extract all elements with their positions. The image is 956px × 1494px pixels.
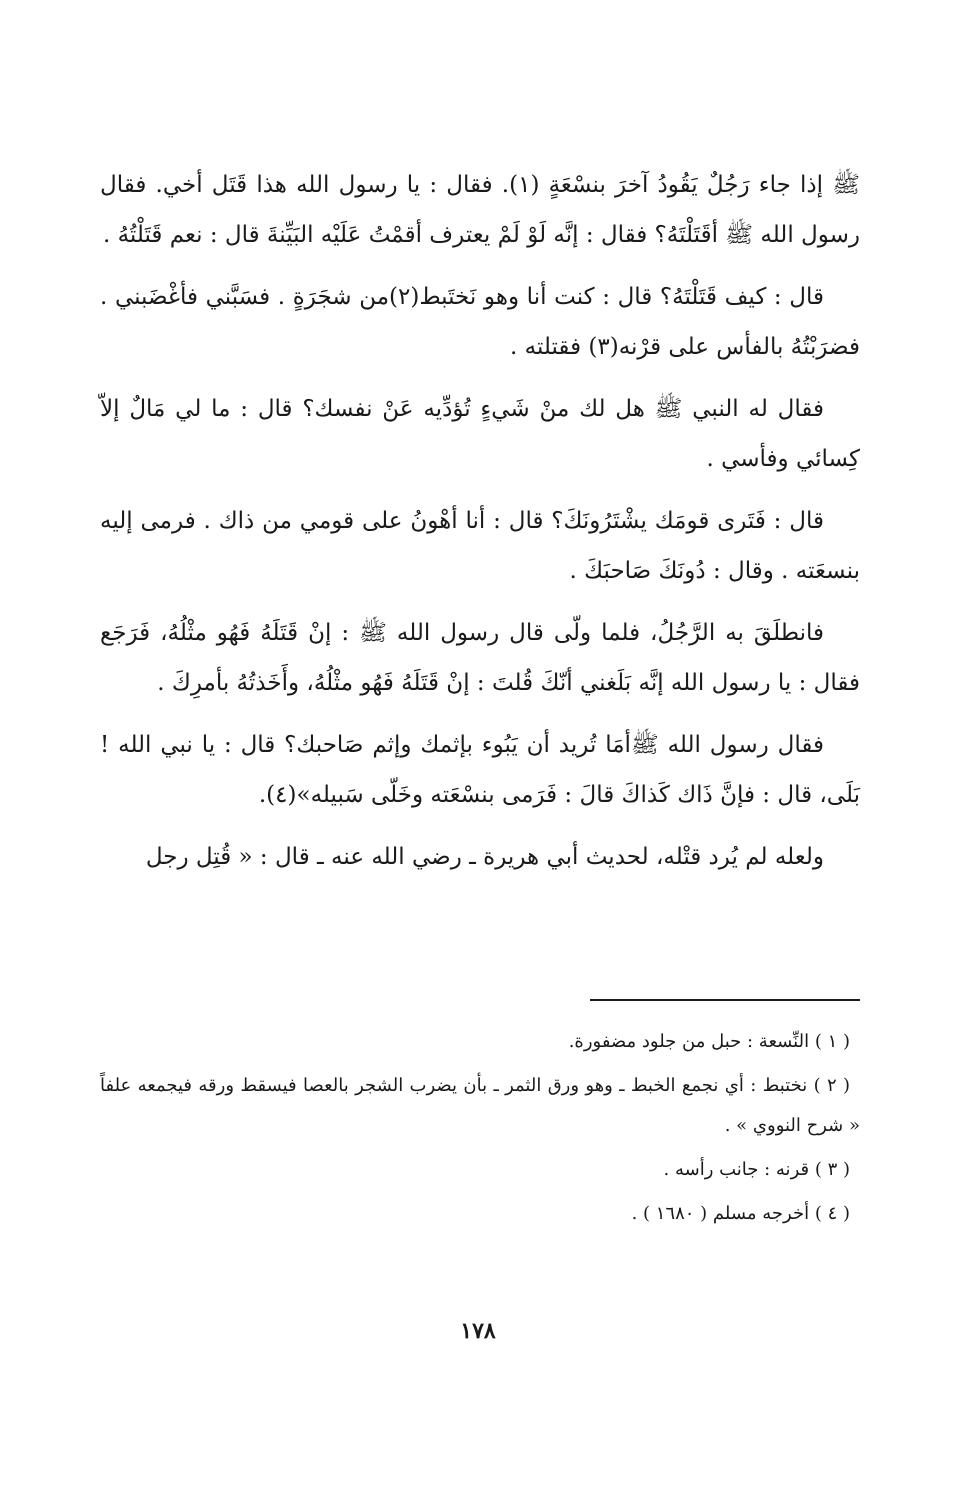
paragraph: ﷺ إذا جاء رَجُلٌ يَقُودُ آخرَ بنسْعَةٍ (١). فقال : يا رسول الله هذا قَتَل أخي. فقال رسول الله ﷺ أقَتَلْتَهُ؟ فقال : إنَّه لَوْ لَمْ يعترف أقمْتُ عَلَيْه البَيِّنةَ قال : نعم قَتَلْتُهُ . bbox=[100, 172, 860, 248]
main-text bbox=[100, 160, 860, 894]
paragraph: فانطلَقَ به الرَّجُلُ، فلما ولّى قال رسول الله ﷺ : إنْ قَتَلَهُ فَهُو مثْلُهُ، فَرَجَع فقال : يا رسول الله إنَّه بَلَغني أنّكَ قُلتَ : إنْ قَتَلَهُ فَهُو مثْلُهُ، وأَخَذتُهُ بأمرِكَ . bbox=[100, 620, 860, 696]
footnotes bbox=[100, 1022, 860, 1238]
footnote: ( ١ ) النِّسعة : حبل من جلود مضفورة. bbox=[568, 1031, 850, 1052]
footnote-divider bbox=[590, 999, 860, 1001]
footnote: ( ٤ ) أخرجه مسلم ( ١٦٨٠ ) . bbox=[631, 1203, 850, 1224]
paragraph: قال : كيف قَتَلْتَهُ؟ قال : كنت أنا وهو نَختَبط(٢)من شجَرَةٍ . فسَبَّني فأغْضَبني . فضرَبْتُهُ بالفأس على قرْنه(٣) فقتلته . bbox=[100, 284, 860, 360]
paragraph: فقال رسول الله ﷺأمَا تُريد أن يَبُوء بإثمك وإثم صَاحبك؟ قال : يا نبي الله ! بَلَى، قال : فإنَّ ذَاك كَذاكَ قالَ : فَرَمى بنسْعَته وخَلّى سَبيله»(٤). bbox=[100, 732, 860, 808]
page-number: ١٧٨ bbox=[460, 1318, 496, 1344]
paragraph: فقال له النبي ﷺ هل لك منْ شَيءٍ تُؤدِّيه عَنْ نفسك؟ قال : ما لي مَالٌ إلاّ كِسائي وفأسي . bbox=[100, 396, 860, 472]
paragraph: قال : فَتَرى قومَك يشْتَرُونَكَ؟ قال : أنا أهْونُ على قومي من ذاك . فرمى إليه بنسعَته . وقال : دُونَكَ صَاحبَكَ . bbox=[100, 508, 860, 584]
footnote: ( ٢ ) نختبط : أي نجمع الخبط ـ وهو ورق الثمر ـ بأن يضرب الشجر بالعصا فيسقط ورقه فيجمعه علفاً « شرح النووي » . bbox=[100, 1075, 860, 1136]
paragraph: ولعله لم يُرد قتْله، لحديث أبي هريرة ـ رضي الله عنه ـ قال : « قُتِل رجل bbox=[145, 844, 824, 870]
footnote: ( ٣ ) قرنه : جانب رأسه . bbox=[663, 1159, 850, 1180]
